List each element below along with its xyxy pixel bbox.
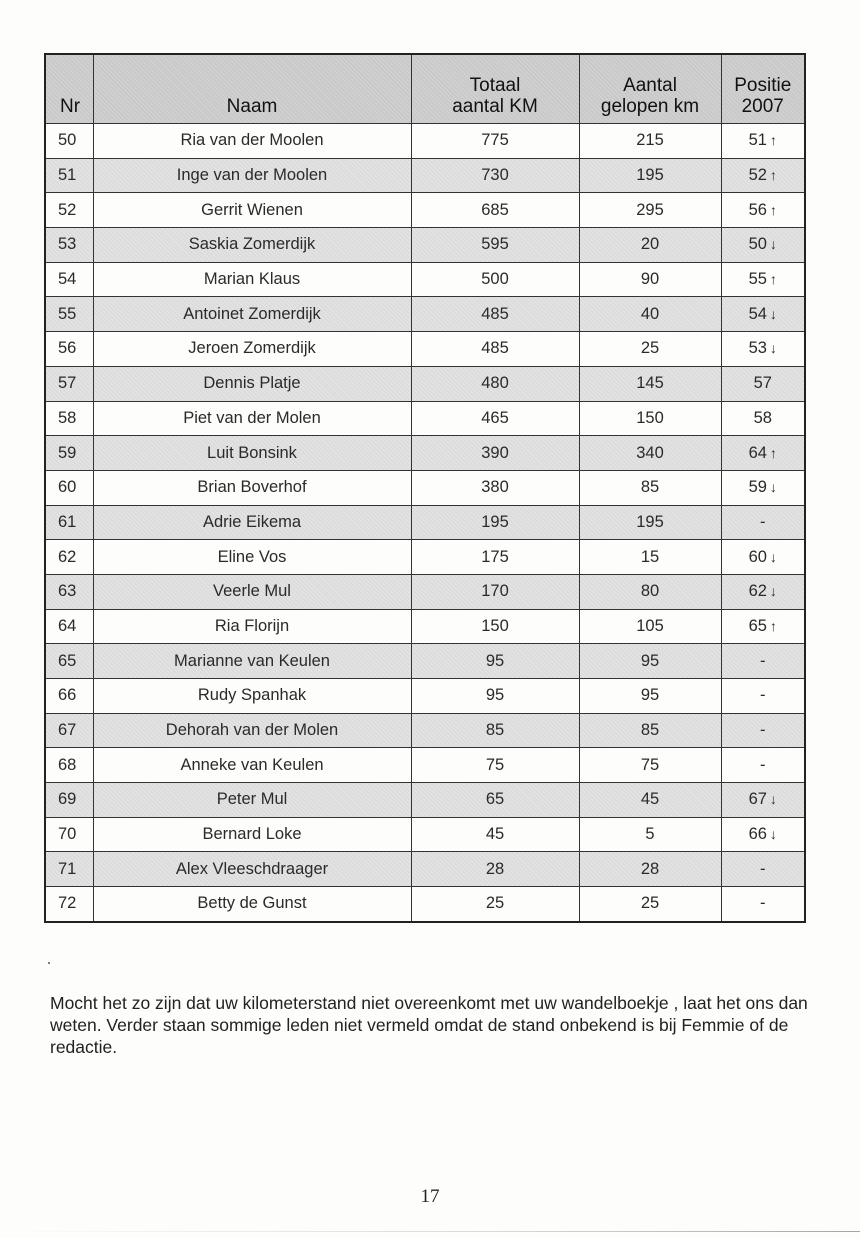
arrow-down-icon: ↓ <box>769 548 777 565</box>
cell-totaal: 95 <box>411 679 579 714</box>
cell-nr: 66 <box>45 679 93 714</box>
arrow-down-icon: ↓ <box>769 479 777 496</box>
cell-totaal: 195 <box>411 505 579 540</box>
cell-totaal: 175 <box>411 540 579 575</box>
cell-positie <box>721 817 805 852</box>
cell-totaal: 45 <box>411 817 579 852</box>
cell-naam: Eline Vos <box>93 540 411 575</box>
arrow-down-icon: ↓ <box>769 583 777 600</box>
arrow-down-icon: ↓ <box>769 791 777 808</box>
cell-nr: 51 <box>45 158 93 193</box>
cell-gelopen: 40 <box>579 297 721 332</box>
cell-naam: Luit Bonsink <box>93 436 411 471</box>
cell-nr: 61 <box>45 505 93 540</box>
cell-gelopen: 15 <box>579 540 721 575</box>
arrow-up-icon: ↑ <box>769 132 777 149</box>
table-row <box>45 401 805 436</box>
cell-nr: 54 <box>45 262 93 297</box>
footnote-text: Mocht het zo zijn dat uw kilometerstand niet overeenkomt met uw wandelboekje , laat het ons dan weten. Verder staan sommige leden niet vermeld omdat de stand onbekend is bij Femmie of de redactie. <box>50 993 808 1057</box>
table-row <box>45 366 805 401</box>
cell-gelopen: 340 <box>579 436 721 471</box>
header-gelopen <box>579 54 721 124</box>
cell-naam: Alex Vleeschdraager <box>93 852 411 887</box>
cell-totaal: 170 <box>411 574 579 609</box>
header-totaal-line2: aantal KM <box>452 96 538 117</box>
cell-nr: 62 <box>45 540 93 575</box>
cell-nr: 67 <box>45 713 93 748</box>
cell-positie <box>721 713 805 748</box>
positie-value: - <box>760 721 766 740</box>
cell-gelopen: 28 <box>579 852 721 887</box>
table-row <box>45 124 805 159</box>
cell-positie <box>721 470 805 505</box>
cell-gelopen: 215 <box>579 124 721 159</box>
cell-gelopen: 90 <box>579 262 721 297</box>
cell-totaal: 150 <box>411 609 579 644</box>
cell-nr: 65 <box>45 644 93 679</box>
header-nr: Nr <box>45 54 93 124</box>
cell-gelopen: 25 <box>579 887 721 922</box>
cell-positie <box>721 366 805 401</box>
cell-naam: Brian Boverhof <box>93 470 411 505</box>
cell-positie <box>721 887 805 922</box>
cell-naam: Gerrit Wienen <box>93 193 411 228</box>
cell-gelopen: 95 <box>579 644 721 679</box>
cell-nr: 56 <box>45 332 93 367</box>
cell-naam: Anneke van Keulen <box>93 748 411 783</box>
positie-value: 52 <box>748 166 767 185</box>
positie-value: 65 <box>748 616 767 635</box>
cell-gelopen: 195 <box>579 158 721 193</box>
cell-naam: Peter Mul <box>93 783 411 818</box>
cell-gelopen: 85 <box>579 470 721 505</box>
cell-positie <box>721 297 805 332</box>
header-gelopen-line2: gelopen km <box>600 96 700 117</box>
cell-positie <box>721 401 805 436</box>
header-gelopen-line1: Aantal <box>623 75 677 96</box>
table-row <box>45 783 805 818</box>
table-row <box>45 332 805 367</box>
cell-totaal: 775 <box>411 124 579 159</box>
arrow-up-icon: ↑ <box>769 444 777 461</box>
cell-naam: Marianne van Keulen <box>93 644 411 679</box>
cell-gelopen: 145 <box>579 366 721 401</box>
cell-gelopen: 5 <box>579 817 721 852</box>
cell-positie <box>721 748 805 783</box>
cell-positie <box>721 158 805 193</box>
cell-totaal: 685 <box>411 193 579 228</box>
cell-nr: 55 <box>45 297 93 332</box>
cell-nr: 71 <box>45 852 93 887</box>
cell-nr: 70 <box>45 817 93 852</box>
page-edge-line <box>0 1231 860 1232</box>
cell-naam: Betty de Gunst <box>93 887 411 922</box>
positie-value: 66 <box>748 825 767 844</box>
table-row <box>45 262 805 297</box>
header-totaal <box>411 54 579 124</box>
cell-naam: Marian Klaus <box>93 262 411 297</box>
table-row <box>45 574 805 609</box>
cell-gelopen: 75 <box>579 748 721 783</box>
cell-naam: Dehorah van der Molen <box>93 713 411 748</box>
header-positie-line1: Positie <box>734 75 792 96</box>
header-positie-line2: 2007 <box>741 96 784 117</box>
arrow-up-icon: ↑ <box>769 271 777 288</box>
positie-value: 64 <box>748 443 767 462</box>
arrow-down-icon: ↓ <box>769 236 777 253</box>
header-positie <box>721 54 805 124</box>
arrow-up-icon: ↑ <box>769 617 777 634</box>
table-row <box>45 748 805 783</box>
cell-gelopen: 105 <box>579 609 721 644</box>
table-row <box>45 228 805 263</box>
positie-value: - <box>760 894 766 913</box>
cell-naam: Inge van der Moolen <box>93 158 411 193</box>
cell-positie <box>721 679 805 714</box>
cell-positie <box>721 228 805 263</box>
cell-gelopen: 80 <box>579 574 721 609</box>
table-row <box>45 470 805 505</box>
table-row <box>45 679 805 714</box>
cell-nr: 52 <box>45 193 93 228</box>
cell-positie <box>721 540 805 575</box>
positie-value: - <box>760 859 766 878</box>
page-number: 17 <box>420 1186 440 1207</box>
cell-positie <box>721 783 805 818</box>
table-row <box>45 505 805 540</box>
cell-totaal: 380 <box>411 470 579 505</box>
header-naam: Naam <box>93 54 411 124</box>
cell-positie <box>721 852 805 887</box>
table-row <box>45 644 805 679</box>
table-row <box>45 158 805 193</box>
cell-naam: Jeroen Zomerdijk <box>93 332 411 367</box>
cell-positie <box>721 644 805 679</box>
cell-positie <box>721 609 805 644</box>
cell-totaal: 25 <box>411 887 579 922</box>
cell-totaal: 85 <box>411 713 579 748</box>
stray-dot <box>48 962 50 964</box>
positie-value: 60 <box>748 547 767 566</box>
cell-positie <box>721 436 805 471</box>
positie-value: 56 <box>748 200 767 219</box>
arrow-down-icon: ↓ <box>769 340 777 357</box>
table-row <box>45 887 805 922</box>
positie-value: 55 <box>748 270 767 289</box>
table-row <box>45 297 805 332</box>
cell-naam: Piet van der Molen <box>93 401 411 436</box>
cell-totaal: 75 <box>411 748 579 783</box>
table-row <box>45 193 805 228</box>
cell-nr: 63 <box>45 574 93 609</box>
positie-value: - <box>760 651 766 670</box>
positie-value: 62 <box>748 582 767 601</box>
cell-nr: 53 <box>45 228 93 263</box>
cell-naam: Dennis Platje <box>93 366 411 401</box>
cell-naam: Ria Florijn <box>93 609 411 644</box>
cell-nr: 58 <box>45 401 93 436</box>
arrow-up-icon: ↑ <box>769 167 777 184</box>
cell-nr: 59 <box>45 436 93 471</box>
table-row <box>45 817 805 852</box>
cell-gelopen: 85 <box>579 713 721 748</box>
cell-positie <box>721 574 805 609</box>
cell-nr: 60 <box>45 470 93 505</box>
positie-value: 53 <box>748 339 767 358</box>
positie-value: - <box>760 755 766 774</box>
cell-positie <box>721 505 805 540</box>
table-row <box>45 609 805 644</box>
arrow-down-icon: ↓ <box>769 305 777 322</box>
cell-naam: Rudy Spanhak <box>93 679 411 714</box>
cell-gelopen: 45 <box>579 783 721 818</box>
positie-value: - <box>760 512 766 531</box>
cell-gelopen: 20 <box>579 228 721 263</box>
positie-value: 54 <box>748 304 767 323</box>
cell-totaal: 485 <box>411 332 579 367</box>
arrow-down-icon: ↓ <box>769 826 777 843</box>
cell-positie <box>721 193 805 228</box>
cell-totaal: 390 <box>411 436 579 471</box>
positie-value: 51 <box>748 131 767 150</box>
positie-value: 58 <box>753 408 772 427</box>
cell-gelopen: 295 <box>579 193 721 228</box>
cell-positie <box>721 262 805 297</box>
cell-nr: 72 <box>45 887 93 922</box>
cell-naam: Ria van der Moolen <box>93 124 411 159</box>
cell-naam: Bernard Loke <box>93 817 411 852</box>
cell-totaal: 95 <box>411 644 579 679</box>
cell-gelopen: 150 <box>579 401 721 436</box>
header-totaal-line1: Totaal <box>469 75 521 96</box>
positie-value: - <box>760 686 766 705</box>
table-header <box>45 54 805 124</box>
cell-nr: 64 <box>45 609 93 644</box>
cell-totaal: 730 <box>411 158 579 193</box>
table-row <box>45 852 805 887</box>
cell-totaal: 500 <box>411 262 579 297</box>
cell-nr: 69 <box>45 783 93 818</box>
cell-totaal: 485 <box>411 297 579 332</box>
cell-naam: Adrie Eikema <box>93 505 411 540</box>
cell-gelopen: 25 <box>579 332 721 367</box>
table-row <box>45 713 805 748</box>
cell-totaal: 480 <box>411 366 579 401</box>
positie-value: 59 <box>748 478 767 497</box>
table-row <box>45 540 805 575</box>
positie-value: 57 <box>753 374 772 393</box>
cell-naam: Antoinet Zomerdijk <box>93 297 411 332</box>
table-body <box>45 124 805 922</box>
cell-gelopen: 95 <box>579 679 721 714</box>
cell-nr: 57 <box>45 366 93 401</box>
arrow-up-icon: ↑ <box>769 201 777 218</box>
positie-value: 67 <box>748 790 767 809</box>
cell-naam: Saskia Zomerdijk <box>93 228 411 263</box>
cell-gelopen: 195 <box>579 505 721 540</box>
cell-positie <box>721 124 805 159</box>
positie-value: 50 <box>748 235 767 254</box>
cell-nr: 50 <box>45 124 93 159</box>
cell-nr: 68 <box>45 748 93 783</box>
cell-positie <box>721 332 805 367</box>
cell-totaal: 28 <box>411 852 579 887</box>
cell-totaal: 595 <box>411 228 579 263</box>
cell-totaal: 65 <box>411 783 579 818</box>
cell-totaal: 465 <box>411 401 579 436</box>
cell-naam: Veerle Mul <box>93 574 411 609</box>
header-row <box>45 54 805 124</box>
table-row <box>45 436 805 471</box>
kilometer-ranking-table <box>44 53 806 923</box>
